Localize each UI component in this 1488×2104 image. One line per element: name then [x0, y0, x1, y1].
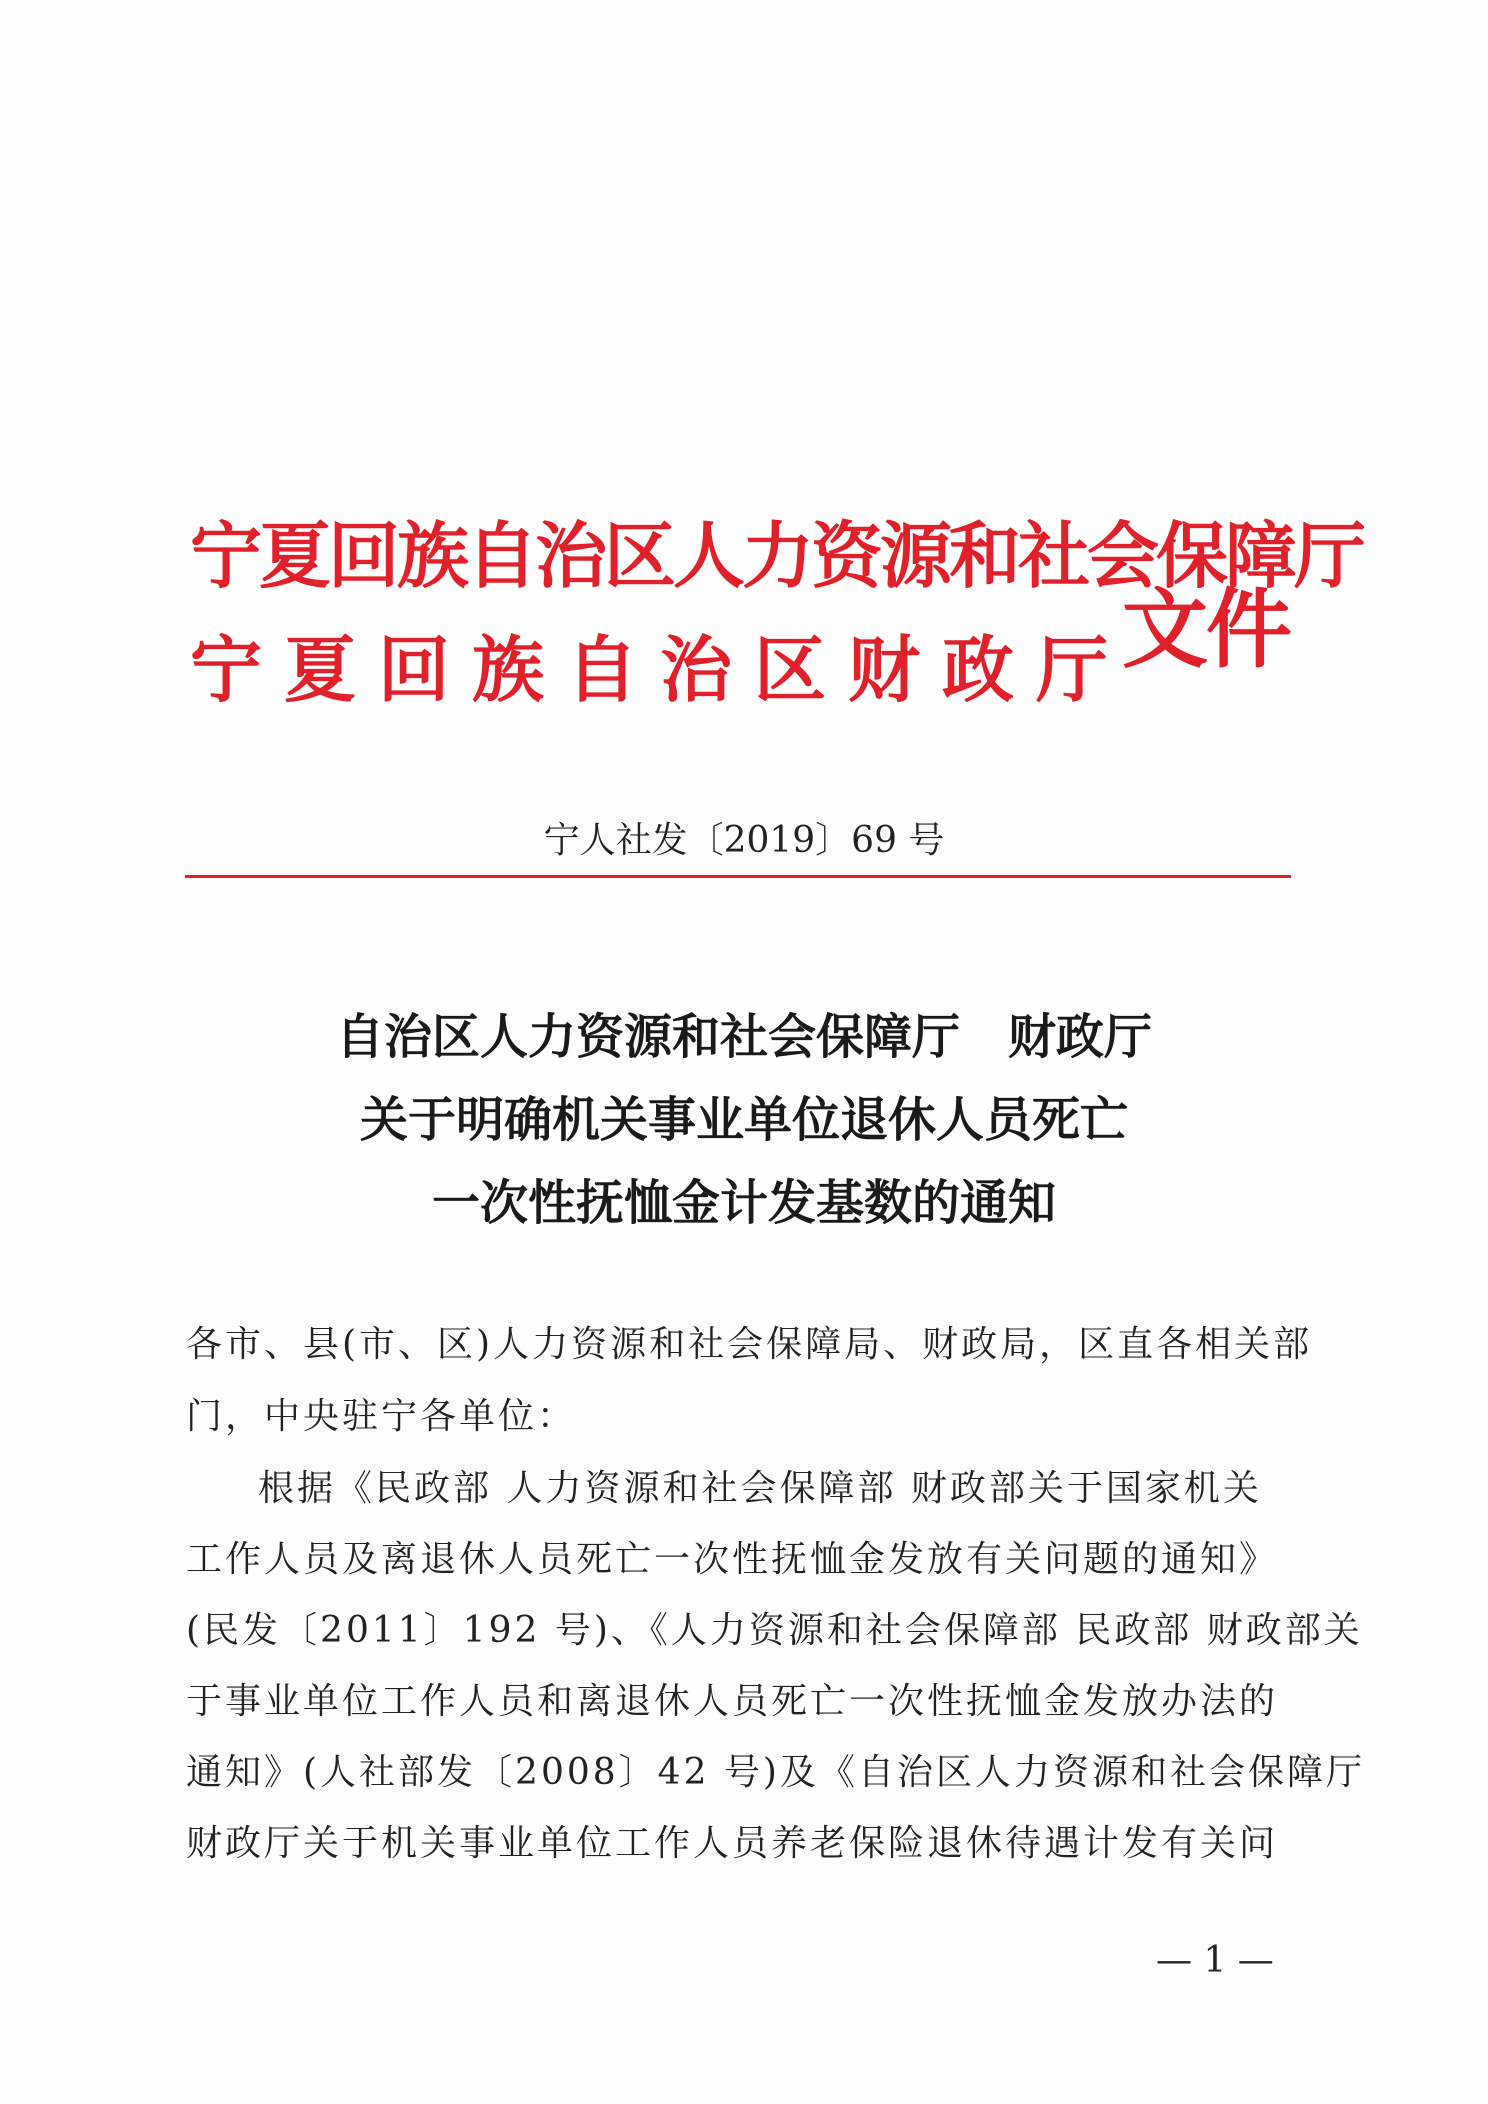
issuer-line-hrss: 宁夏回族自治区人力资源和社会保障厅	[190, 513, 1364, 598]
title-line-3: 一次性抚恤金计发基数的通知	[431, 1175, 1056, 1231]
document-number: 宁人社发〔2019〕69 号	[543, 820, 945, 861]
body-line-6: 于事业单位工作人员和离退休人员死亡一次性抚恤金发放办法的	[186, 1681, 1279, 1722]
body-line-5: (民发〔2011〕192 号)、《人力资源和社会保障部 民政部 财政部关	[186, 1610, 1363, 1651]
body-line-4: 工作人员及离退休人员死亡一次性抚恤金发放有关问题的通知》	[186, 1539, 1279, 1580]
body-line-1: 各市、县(市、区)人力资源和社会保障局、财政局，区直各相关部	[186, 1324, 1313, 1365]
issuer-line-finance: 宁夏回族自治区财政厅	[190, 627, 1131, 712]
title-line-1: 自治区人力资源和社会保障厅 财政厅	[335, 1009, 1152, 1065]
document-word: 文件	[1122, 579, 1290, 680]
body-line-7: 通知》(人社部发〔2008〕42 号)及《自治区人力资源和社会保障厅	[186, 1752, 1365, 1793]
page-number: — 1 —	[1156, 1940, 1274, 1981]
body-line-8: 财政厅关于机关事业单位工作人员养老保险退休待遇计发有关问	[186, 1823, 1279, 1864]
body-line-3: 根据《民政部 人力资源和社会保障部 财政部关于国家机关	[258, 1468, 1262, 1509]
red-divider	[185, 875, 1291, 878]
title-line-2: 关于明确机关事业单位退休人员死亡	[359, 1092, 1128, 1148]
body-line-2: 门，中央驻宁各单位：	[186, 1396, 577, 1437]
